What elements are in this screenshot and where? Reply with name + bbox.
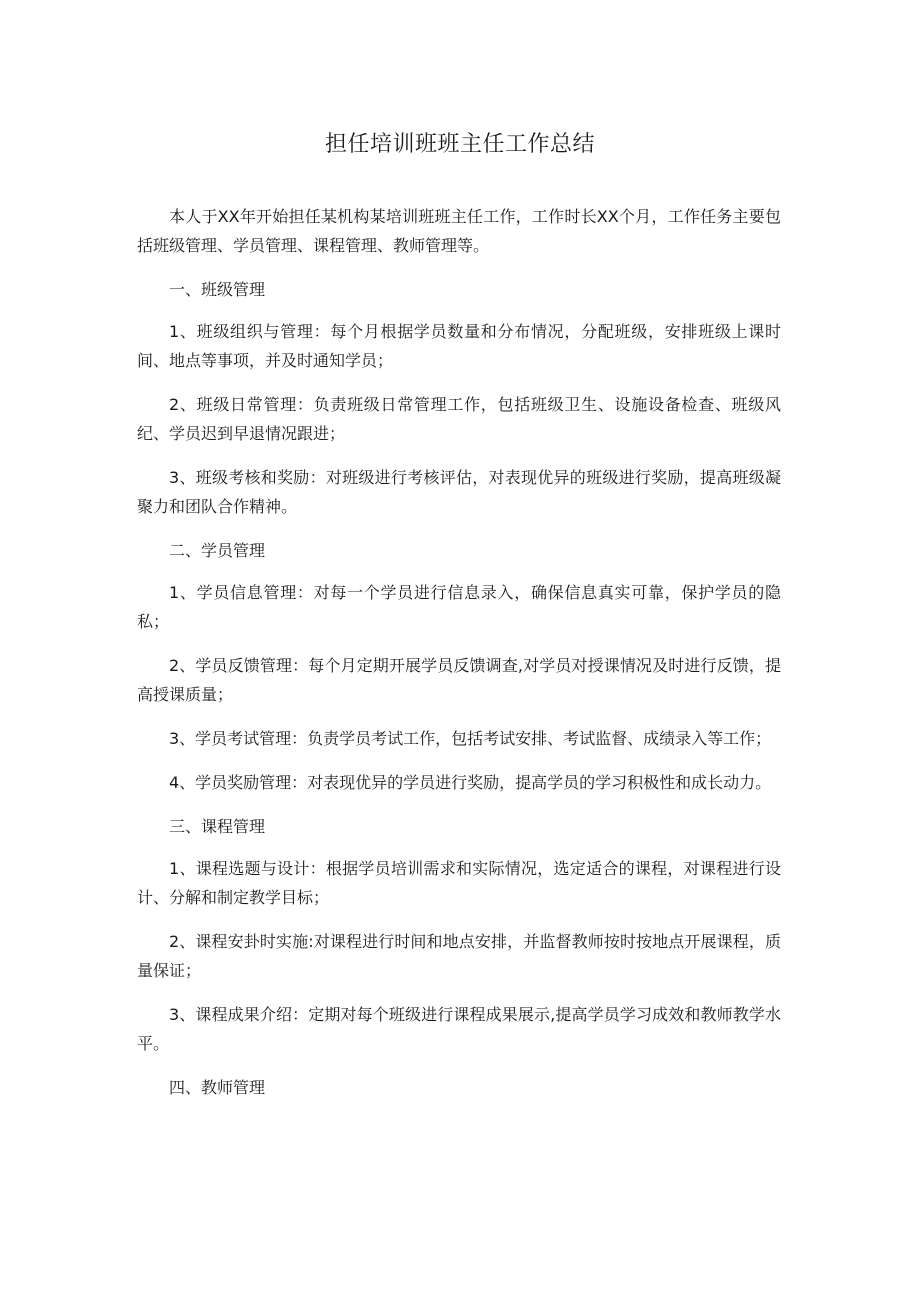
list-item: 4、学员奖励管理：对表现优异的学员进行奖励，提高学员的学习积极性和成长动力。 <box>169 773 772 792</box>
list-item: 2、学员反馈管理：每个月定期开展学员反馈调查,对学员对授课情况及时进行反馈，提高授课质量； <box>137 656 781 704</box>
document-body <box>137 202 781 1115</box>
intro-paragraph: 本人于XX年开始担任某机构某培训班班主任工作，工作时长XX个月，工作任务主要包括班级管理、学员管理、课程管理、教师管理等。 <box>137 207 781 255</box>
section-heading-student-management: 二、学员管理 <box>169 541 266 560</box>
list-item: 3、课程成果介绍：定期对每个班级进行课程成果展示,提高学员学习成效和教师教学水平。 <box>137 1005 781 1053</box>
section-heading-teacher-management: 四、教师管理 <box>169 1078 266 1097</box>
document-title: 担任培训班班主任工作总结 <box>324 132 595 157</box>
list-item: 2、课程安卦时实施:对课程进行时间和地点安排，并监督教师按时按地点开展课程，质量保证； <box>137 932 781 980</box>
section-heading-class-management: 一、班级管理 <box>169 280 266 299</box>
list-item: 1、学员信息管理：对每一个学员进行信息录入，确保信息真实可靠，保护学员的隐私； <box>137 583 781 631</box>
list-item: 1、课程选题与设计：根据学员培训需求和实际情况，选定适合的课程，对课程进行设计、分解和制定教学目标； <box>137 859 781 907</box>
section-heading-course-management: 三、课程管理 <box>169 817 266 836</box>
list-item: 3、学员考试管理：负责学员考试工作，包括考试安排、考试监督、成绩录入等工作； <box>169 729 772 748</box>
list-item: 1、班级组织与管理：每个月根据学员数量和分布情况，分配班级，安排班级上课时间、地点等事项，并及时通知学员； <box>137 322 781 370</box>
list-item: 2、班级日常管理：负责班级日常管理工作，包括班级卫生、设施设备检查、班级风纪、学员迟到早退情况跟进； <box>137 395 781 443</box>
list-item: 3、班级考核和奖励：对班级进行考核评估，对表现优异的班级进行奖励，提高班级凝聚力和团队合作精神。 <box>137 468 781 516</box>
